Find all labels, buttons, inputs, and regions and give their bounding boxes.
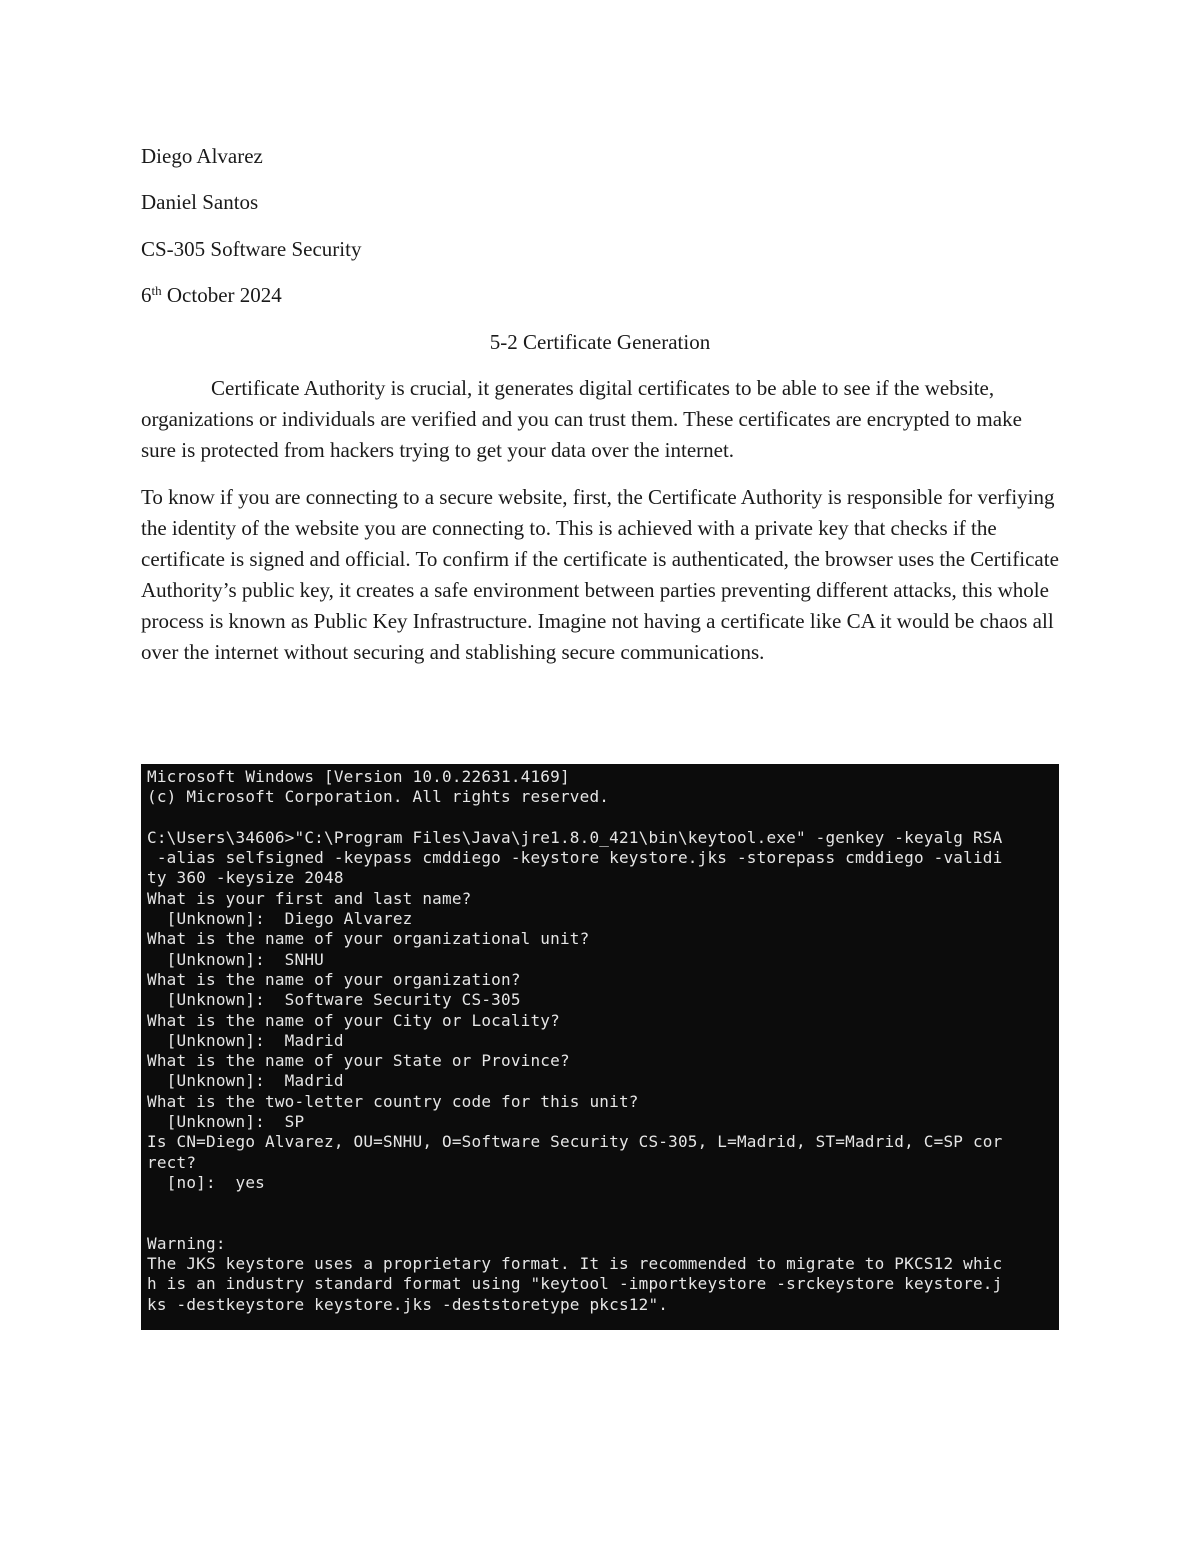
terminal-line: What is your first and last name? bbox=[147, 888, 472, 908]
terminal-line: What is the name of your City or Locality? bbox=[147, 1010, 560, 1030]
terminal-line: -alias selfsigned -keypass cmddiego -keystore keystore.jks -storepass cmddiego -validi bbox=[147, 848, 1003, 868]
terminal-line: [no]: yes bbox=[147, 1172, 265, 1192]
terminal-line: [Unknown]: Diego Alvarez bbox=[147, 909, 413, 929]
terminal-line bbox=[147, 808, 1059, 828]
terminal-line bbox=[147, 1214, 1059, 1234]
terminal-line: What is the two-letter country code for this unit? bbox=[147, 1091, 639, 1111]
terminal-line: C:\Users\34606>"C:\Program Files\Java\jre1.8.0_421\bin\keytool.exe" -genkey -keyalg RSA bbox=[147, 827, 1003, 847]
date-day: 6 bbox=[141, 283, 152, 307]
instructor-name: Daniel Santos bbox=[141, 190, 259, 214]
terminal-line: [Unknown]: Madrid bbox=[147, 1030, 344, 1050]
terminal-line: [Unknown]: Madrid bbox=[147, 1071, 344, 1091]
terminal-line: Is CN=Diego Alvarez, OU=SNHU, O=Software Security CS-305, L=Madrid, ST=Madrid, C=SP cor bbox=[147, 1132, 1003, 1152]
terminal-line: Microsoft Windows [Version 10.0.22631.4169] bbox=[147, 767, 570, 786]
terminal-line: Warning: bbox=[147, 1233, 226, 1253]
terminal-line: What is the name of your organizational unit? bbox=[147, 929, 590, 949]
course-name: CS-305 Software Security bbox=[141, 237, 362, 261]
body-paragraph: Certificate Authority is crucial, it generates digital certificates to be able to see if the website, organizations or individuals are verified and you can trust them. These certificates are encrypted to make sure is protected from hackers trying to get your data over the internet. bbox=[141, 376, 1022, 462]
body-paragraph: To know if you are connecting to a secure website, first, the Certificate Authority is responsible for verfiying the identity of the website you are connecting to. This is achieved with a private key that checks if the certificate is signed and official. To confirm if the certificate is authenticated, the browser uses the Certificate Authority’s public key, it creates a safe environment between parties preventing different attacks, this whole process is known as Public Key Infrastructure. Imagine not having a certificate like CA it would be chaos all over the internet without securing and stablishing secure communications. bbox=[141, 485, 1059, 664]
terminal-line: What is the name of your organization? bbox=[147, 969, 521, 989]
terminal-line: What is the name of your State or Province? bbox=[147, 1051, 570, 1071]
terminal-line: h is an industry standard format using "keytool -importkeystore -srckeystore keystore.j bbox=[147, 1274, 1003, 1294]
terminal-line: rect? bbox=[147, 1152, 197, 1172]
terminal-line: [Unknown]: SNHU bbox=[147, 949, 324, 969]
terminal-line: [Unknown]: Software Security CS-305 bbox=[147, 990, 521, 1010]
terminal-line: ks -destkeystore keystore.jks -deststoretype pkcs12". bbox=[147, 1294, 669, 1314]
terminal-line: The JKS keystore uses a proprietary format. It is recommended to migrate to PKCS12 whic bbox=[147, 1254, 1003, 1274]
terminal-line: ty 360 -keysize 2048 bbox=[147, 868, 344, 888]
terminal-line: [Unknown]: SP bbox=[147, 1112, 305, 1132]
submission-date bbox=[141, 283, 282, 307]
terminal-line bbox=[147, 1193, 1059, 1213]
author-name: Diego Alvarez bbox=[141, 144, 263, 168]
terminal-screenshot bbox=[141, 764, 1059, 1330]
date-ordinal-suffix: th bbox=[151, 283, 162, 298]
terminal-line: (c) Microsoft Corporation. All rights reserved. bbox=[147, 787, 610, 807]
document-title: 5-2 Certificate Generation bbox=[489, 330, 711, 354]
date-month-year: October 2024 bbox=[161, 283, 282, 307]
